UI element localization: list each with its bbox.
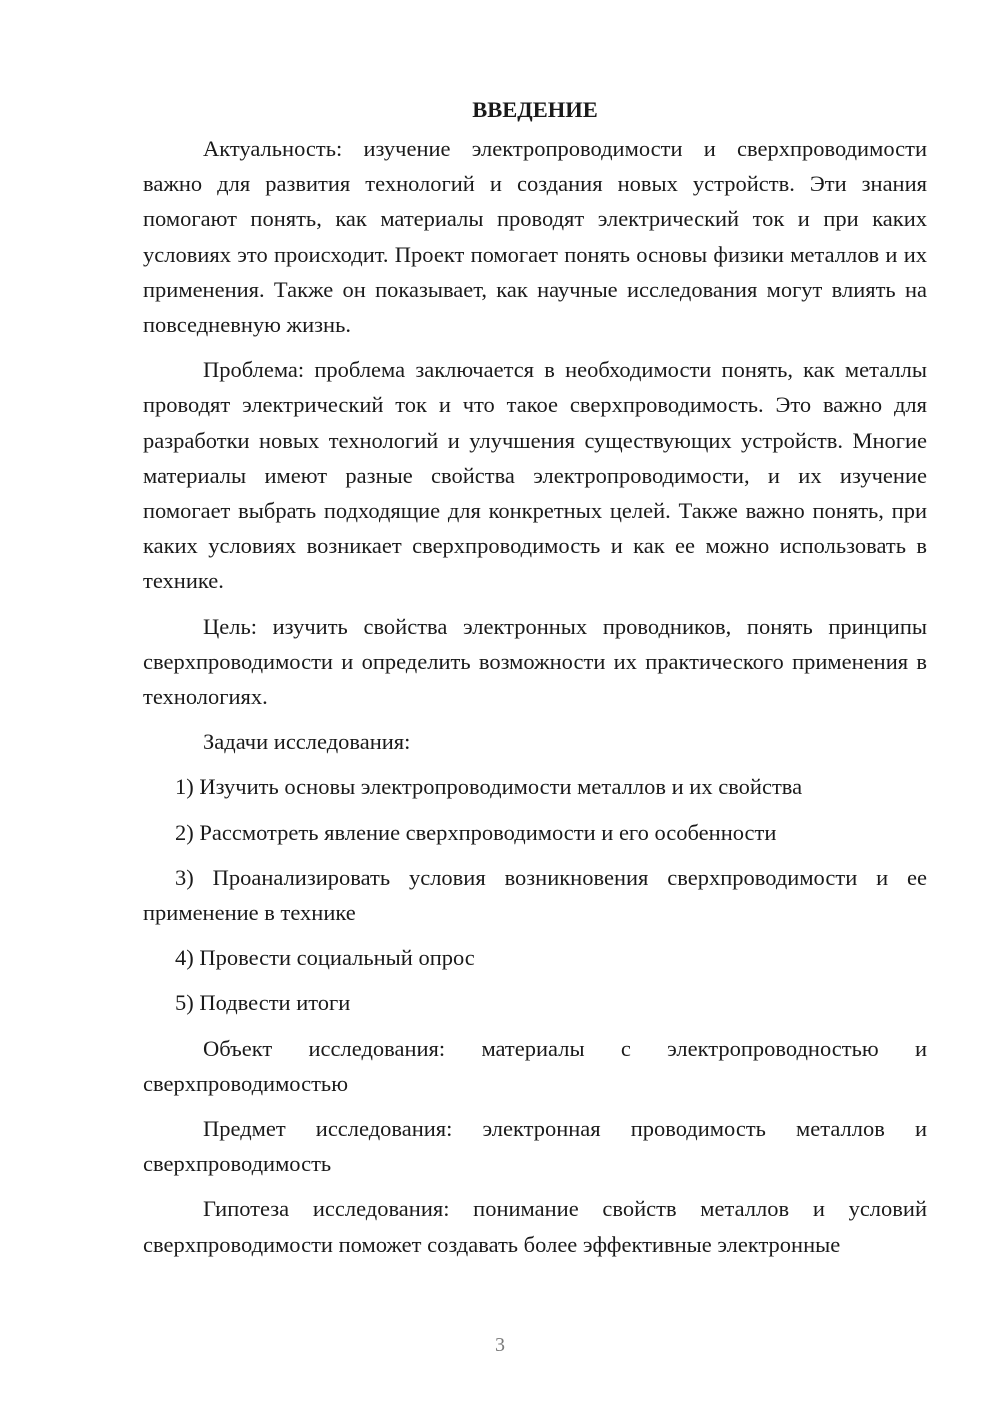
object-paragraph: Объект исследования: материалы с электропроводностью и сверхпроводимостью [143,1035,927,1096]
task-item-4: 4) Провести социальный опрос [175,945,475,971]
section-heading: ВВЕДЕНИЕ [472,97,598,122]
task-item-1: 1) Изучить основы электропроводимости металлов и их свойства [175,774,803,800]
relevance-paragraph: Актуальность: изучение электропроводимости и сверхпроводимости важно для развития технологий и создания новых устройств. Эти знания помогают понять, как материалы проводят электрический ток и при каких условиях это происходит. Проект помогает понять основы физики металлов и их применения. Также он показывает, как научные исследования могут влиять на повседневную жизнь. [143,136,927,338]
task-item-2: 2) Рассмотреть явление сверхпроводимости и его особенности [175,819,777,845]
task-item-5: 5) Подвести итоги [175,990,351,1016]
hypothesis-paragraph: Гипотеза исследования: понимание свойств металлов и условий сверхпроводимости поможет создавать более эффективные электронные [143,1196,927,1257]
task-item-3: 3) Проанализировать условия возникновения сверхпроводимости и ее применение в технике [143,864,927,926]
goal-paragraph: Цель: изучить свойства электронных проводников, понять принципы сверхпроводимости и определить возможности их практического применения в технологиях. [143,613,927,710]
tasks-title: Задачи исследования: [203,729,411,755]
page-number: 3 [495,1334,505,1356]
subject-paragraph: Предмет исследования: электронная проводимость металлов и сверхпроводимость [143,1116,927,1177]
problem-paragraph: Проблема: проблема заключается в необходимости понять, как металлы проводят электрический ток и что такое сверхпроводимость. Это важно для разработки новых технологий и улучшения существующих устройств. Многие материалы имеют разные свойства электропроводимости, и их изучение помогает выбрать подходящие для конкретных целей. Также важно понять, при каких условиях возникает сверхпроводимость и как ее можно использовать в технике. [143,357,927,594]
page-content [143,92,927,1272]
